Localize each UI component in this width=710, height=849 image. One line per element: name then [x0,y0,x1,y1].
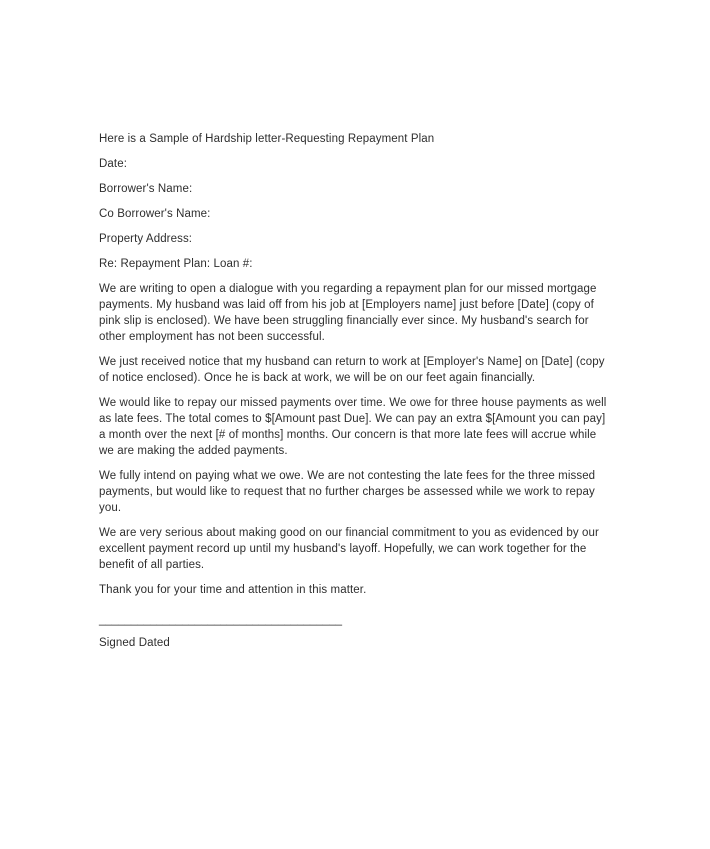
paragraph-commitment: We are very serious about making good on our financial commitment to you as evidenced by our excellent payment record up until my husband's layoff. Hopefully, we can work together for the benefit of all parties. [99,527,599,571]
field-co-borrower-name: Co Borrower's Name: [99,208,211,220]
field-re-loan-number: Re: Repayment Plan: Loan #: [99,258,253,270]
field-date: Date: [99,158,127,170]
signature-line: ______________________________________ [99,614,343,626]
hardship-letter-body [99,131,611,651]
paragraph-thank-you: Thank you for your time and attention in this matter. [99,584,367,596]
paragraph-intent-to-pay: We fully intend on paying what we owe. We are not contesting the late fees for the three missed payments, but would like to request that no further charges be assessed while we work to repay you. [99,470,596,514]
paragraph-repayment-offer: We would like to repay our missed payments over time. We owe for three house payments as well as late fees. The total comes to $[Amount past Due]. We can pay an extra $[Amount you can pay] a month over the next [# of months] months. Our concern is that more late fees will accrue while we are making the added payments. [99,397,607,457]
paragraph-intro: We are writing to open a dialogue with you regarding a repayment plan for our missed mortgage payments. My husband was laid off from his job at [Employers name] just before [Date] (copy of pink slip is enclosed). We have been struggling financially ever since. My husband's search for other employment has not been successful. [99,283,597,343]
letter-title: Here is a Sample of Hardship letter-Requesting Repayment Plan [99,133,435,145]
field-borrower-name: Borrower's Name: [99,183,193,195]
field-property-address: Property Address: [99,233,193,245]
signature-label: Signed Dated [99,637,170,649]
paragraph-return-to-work: We just received notice that my husband can return to work at [Employer's Name] on [Date] (copy of notice enclosed). Once he is back at work, we will be on our feet again financially. [99,356,605,384]
